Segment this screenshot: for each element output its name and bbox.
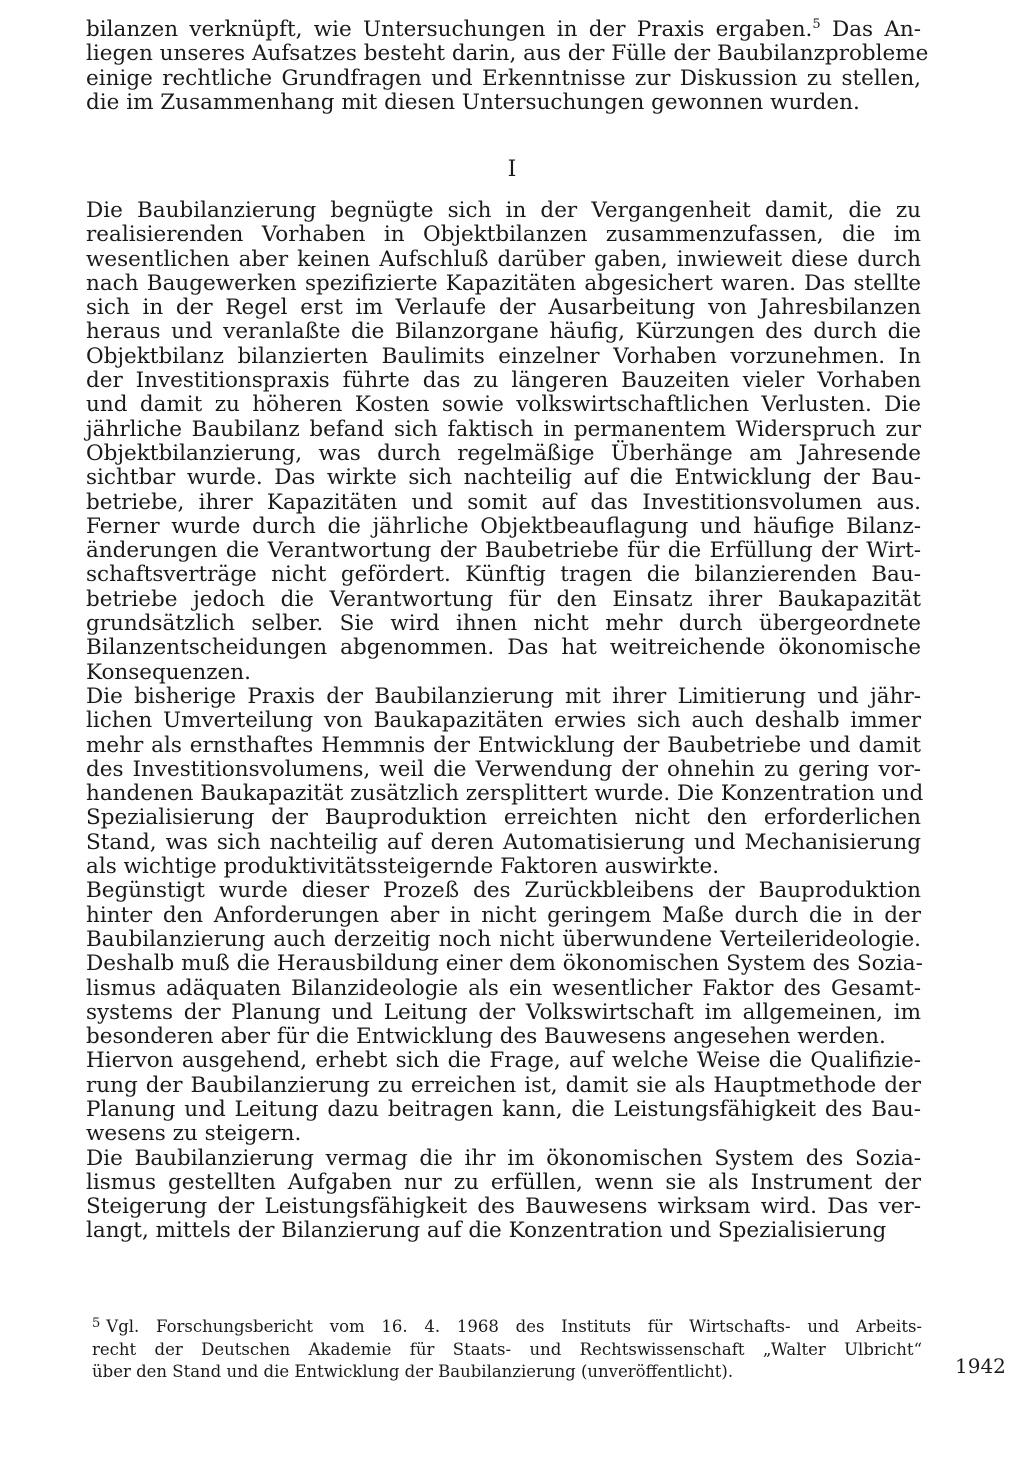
text-line: änderungen die Verantwortung der Baubetriebe für die Erfüllung der Wirt- [86,538,921,564]
text-line: Objektbilanz bilanzierten Baulimits einzelner Vorhaben vorzunehmen. In [86,343,921,369]
intro-paragraph [86,17,929,115]
text-line: nach Baugewerken spezifizierte Kapazitäten abgesichert waren. Das stellte [86,270,921,296]
text-line: sich in der Regel erst im Verlaufe der Ausarbeitung von Jahresbilanzen [86,295,921,321]
footnote-line: über den Stand und die Entwicklung der Baubilanzierung (unveröffentlicht). [92,1362,734,1381]
text-line: Spezialisierung der Bauproduktion erreichten nicht den erforderlichen [86,805,921,831]
paragraph [86,879,921,1049]
body-text [86,198,924,1244]
text-line: langt, mittels der Bilanzierung auf die Konzentration und Spezialisierung [86,1218,887,1244]
text-line: der Investitionspraxis führte das zu längeren Bauzeiten vieler Vorhaben [86,368,921,394]
text-line: Die bisherige Praxis der Baubilanzierung mit ihrer Limitierung und jähr- [86,683,921,709]
text-line: lichen Umverteilung von Baukapazitäten erwies sich auch deshalb immer [86,708,921,734]
text-line: Die Baubilanzierung begnügte sich in der Vergangenheit damit, die zu [86,198,921,223]
text-line: Ferner wurde durch die jährliche Objektbeauflagung und häufige Bilanz- [86,513,921,539]
text-line: Bilanzentscheidungen abgenommen. Das hat weitreichende ökonomische [86,635,921,661]
text-line: handenen Baukapazität zusätzlich zersplittert wurde. Die Konzentration und [86,781,924,807]
text-line: die im Zusammenhang mit diesen Untersuchungen gewonnen wurden. [86,89,860,115]
text-line: betriebe jedoch die Verantwortung für den Einsatz ihrer Baukapazität [86,586,921,612]
text-line: Hiervon ausgehend, erhebt sich die Frage, auf welche Weise die Qualifizie- [86,1048,921,1074]
paragraph [86,1147,921,1244]
paragraph [86,199,921,685]
footnote [92,1313,922,1384]
text-line: jährliche Baubilanz befand sich faktisch in permanentem Widerspruch zur [86,416,921,442]
text-line: des Investitionsvolumens, weil die Verwendung der ohnehin zu gering vor- [86,756,921,782]
text-line: rung der Baubilanzierung zu erreichen ist, damit sie als Hauptmethode der [86,1072,921,1098]
text-line: besonderen aber für die Entwicklung des Bauwesens angesehen werden. [86,1024,886,1050]
text-line: heraus und veranlaßte die Bilanzorgane häufig, Kürzungen des durch die [86,319,921,345]
footnote-line: recht der Deutschen Akademie für Staats- und Rechtswissenschaft „Walter Ulbricht“ [92,1339,922,1359]
text-line: lismus adäquaten Bilanzideologie als ein wesentlicher Faktor des Gesamt- [86,975,921,1001]
text-line: bilanzen verknüpft, wie Untersuchungen in der Praxis ergaben.$^5$ Das An- [86,17,921,42]
text-line: Planung und Leitung dazu beitragen kann, die Leistungsfähigkeit des Bau- [86,1096,921,1122]
text-line: Konsequenzen. [86,659,251,685]
text-line: Baubilanzierung auch derzeitig noch nicht überwundene Verteilerideologie. [86,926,921,952]
text-line: lismus gestellten Aufgaben nur zu erfüllen, wenn sie als Instrument der [86,1169,921,1195]
paragraph [86,683,924,880]
footnote-reference: 5 [812,17,821,32]
text-line: Stand, was sich nachteilig auf deren Automatisierung und Mechanisierung [86,829,921,855]
text-line: wesentlichen aber keinen Aufschluß darüber gaben, inwieweit diese durch [86,246,921,272]
text-line: grundsätzlich selber. Sie wird ihnen nicht mehr durch übergeordnete [86,611,921,637]
paragraph-container [86,198,924,1244]
page-number: 1942 [955,1354,1006,1378]
text-line: liegen unseres Aufsatzes besteht darin, aus der Fülle der Baubilanzprobleme [86,41,929,67]
text-line: und damit zu höheren Kosten sowie volkswirtschaftlichen Verlusten. Die [86,392,921,418]
footnote-mark: 5 [92,1316,101,1331]
text-line: realisierenden Vorhaben in Objektbilanzen zusammenzufassen, die im [86,222,921,248]
text-line: systems der Planung und Leitung der Volkswirtschaft im allgemeinen, im [86,999,921,1025]
text-line: Objektbilanzierung, was durch regelmäßige Überhänge am Jahresende [86,440,921,466]
text-line: einige rechtliche Grundfragen und Erkenntnisse zur Diskussion zu stellen, [86,65,921,91]
text-line: Die Baubilanzierung vermag die ihr im ökonomischen System des Sozia- [86,1145,921,1171]
text-line: Steigerung der Leistungsfähigkeit des Bauwesens wirksam wird. Das ver- [86,1194,921,1220]
footnote-line: $^5$ Vgl. Forschungsbericht vom 16. 4. 1968 des Instituts für Wirtschafts- und Arbeits- [92,1316,922,1336]
text-line: als wichtige produktivitätssteigernde Faktoren auswirkte. [86,854,720,880]
section-heading: I [507,157,517,182]
text-line: sichtbar wurde. Das wirkte sich nachteilig auf die Entwicklung der Bau- [86,465,921,491]
paragraph [86,1049,921,1146]
text-line: schaftsverträge nicht gefördert. Künftig tragen die bilanzierenden Bau- [86,562,921,588]
text-line: betriebe, ihrer Kapazitäten und somit auf das Investitionsvolumen aus. [86,489,921,515]
text-line: mehr als ernsthaftes Hemmnis der Entwicklung der Baubetriebe und damit [86,732,921,758]
text-line: hinter den Anforderungen aber in nicht geringem Maße durch die in der [86,902,921,928]
text-line: wesens zu steigern. [86,1121,302,1147]
text-line: Deshalb muß die Herausbildung einer dem ökonomischen System des Sozia- [86,951,923,977]
text-line: Begünstigt wurde dieser Prozeß des Zurückbleibens der Bauproduktion [86,878,921,904]
